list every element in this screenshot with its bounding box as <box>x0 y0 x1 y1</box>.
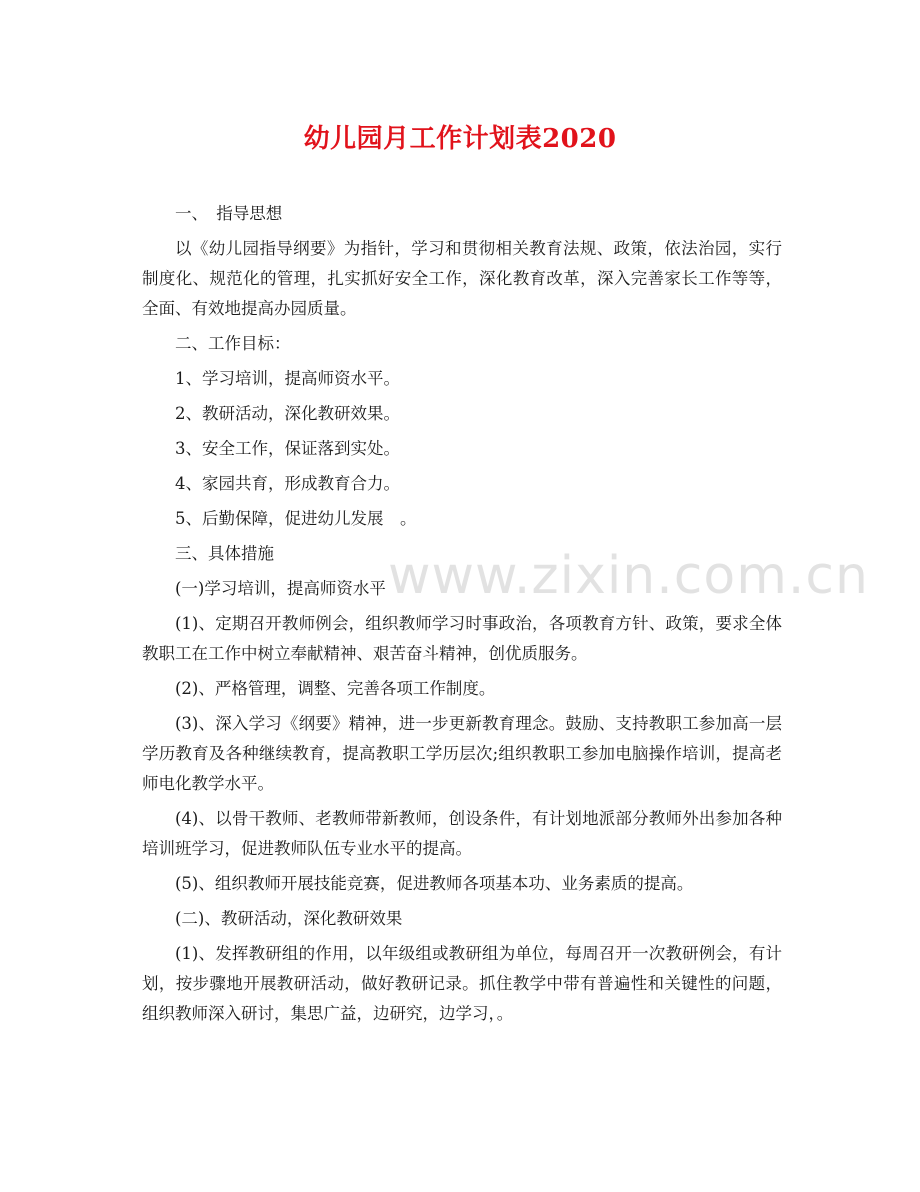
paragraph: (一)学习培训，提高师资水平 <box>175 579 386 598</box>
paragraph: 三、具体措施 <box>175 544 274 563</box>
paragraph: (3)、深入学习《纲要》精神，进一步更新教育理念。鼓励、支持教职工参加高一层学历教育及各种继续教育，提高教职工学历层次;组织教职工参加电脑操作培训，提高老师电化教学水平。 <box>142 714 782 793</box>
document-title: 幼儿园月工作计划表2020 <box>303 124 617 154</box>
paragraph: (1)、发挥教研组的作用，以年级组或教研组为单位，每周召开一次教研例会，有计划，按步骤地开展教研活动，做好教研记录。抓住教学中带有普遍性和关键性的问题，组织教师深入研讨，集思广益，边研究，边学习，。 <box>142 944 782 1023</box>
paragraph: 一、 指导思想 <box>175 204 283 223</box>
paragraph: (1)、定期召开教师例会，组织教师学习时事政治，各项教育方针、政策，要求全体教职工在工作中树立奉献精神、艰苦奋斗精神，创优质服务。 <box>142 614 782 663</box>
paragraph: 2、教研活动，深化教研效果。 <box>175 404 400 423</box>
paragraph: (4)、以骨干教师、老教师带新教师，创设条件，有计划地派部分教师外出参加各种培训班学习，促进教师队伍专业水平的提高。 <box>142 809 782 858</box>
paragraph: (二)、教研活动，深化教研效果 <box>175 909 403 928</box>
paragraph: (5)、组织教师开展技能竞赛，促进教师各项基本功、业务素质的提高。 <box>175 874 694 893</box>
paragraph: 3、安全工作，保证落到实处。 <box>175 439 400 458</box>
paragraph: 以《幼儿园指导纲要》为指针，学习和贯彻相关教育法规、政策，依法治园，实行制度化、规范化的管理，扎实抓好安全工作，深化教育改革，深入完善家长工作等等，全面、有效地提高办园质量。 <box>142 239 782 318</box>
paragraph: 5、后勤保障，促进幼儿发展 。 <box>175 509 417 528</box>
watermark-text: www.zixin.com.cn <box>388 546 869 606</box>
paragraph: 1、学习培训，提高师资水平。 <box>175 369 400 388</box>
paragraph: 二、工作目标： <box>175 334 291 353</box>
paragraph: (2)、严格管理，调整、完善各项工作制度。 <box>175 679 496 698</box>
paragraph: 4、家园共育，形成教育合力。 <box>175 474 400 493</box>
document-body <box>142 199 782 1034</box>
